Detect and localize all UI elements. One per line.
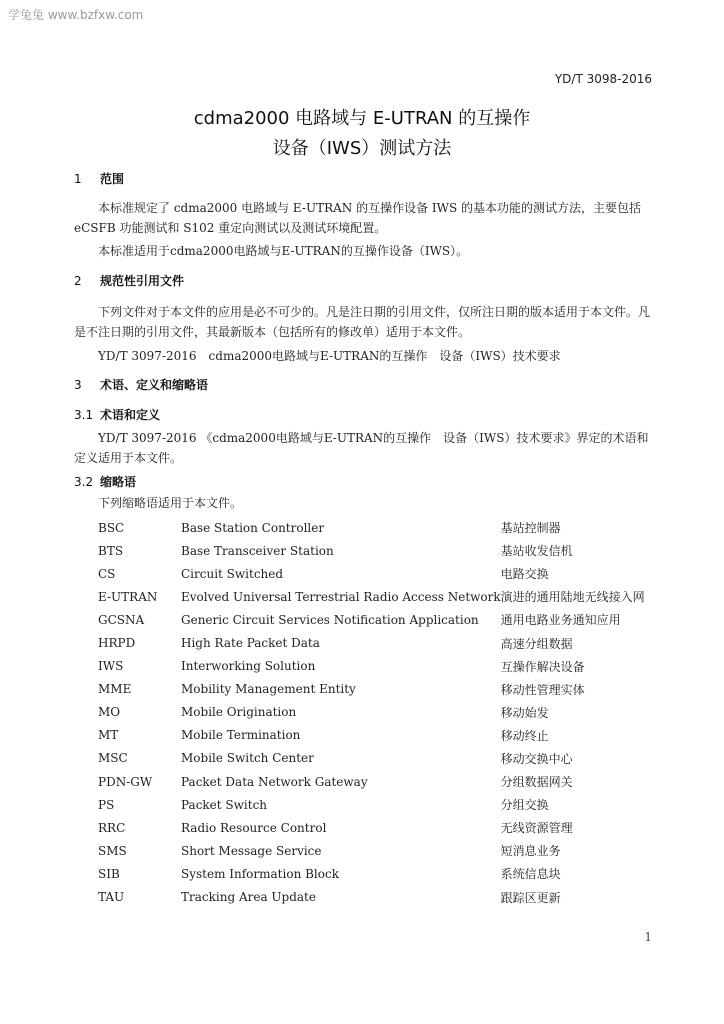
abbreviation-term: E-UTRAN <box>98 589 158 604</box>
abbreviation-term: PS <box>98 797 115 812</box>
section-number: 3 <box>74 378 82 392</box>
watermark: 学兔兔 www.bzfxw.com <box>8 8 144 22</box>
abbreviation-term: RRC <box>98 820 126 835</box>
abbreviation-row <box>98 516 671 539</box>
subsection-heading-terms-definitions <box>74 406 160 423</box>
abbreviation-english: Tracking Area Update <box>181 890 316 905</box>
abbreviation-row <box>98 747 671 770</box>
abbreviation-row <box>98 608 671 631</box>
abbreviation-chinese: 跟踪区更新 <box>500 890 561 905</box>
abbreviation-english: High Rate Packet Data <box>181 636 320 651</box>
section-title: 规范性引用文件 <box>100 274 185 288</box>
abbreviation-chinese: 电路交换 <box>500 567 549 582</box>
abbreviation-chinese: 演进的通用陆地无线接入网 <box>500 590 645 605</box>
abbreviation-term: GCSNA <box>98 612 145 627</box>
section-title: 范围 <box>100 172 125 186</box>
document-title-line2: 设备（IWS）测试方法 <box>272 138 452 159</box>
document-title-line1: cdma2000 电路域与 E-UTRAN 的互操作 <box>193 108 531 129</box>
terms-paragraph: YD/T 3097-2016 《cdma2000电路域与E-UTRAN的互操作 设备（IWS）技术要求》界定的术语和定义适用于本文件。 <box>74 431 649 465</box>
abbreviation-term: BSC <box>98 520 125 535</box>
abbreviation-chinese: 高速分组数据 <box>500 636 573 651</box>
scope-paragraph-2: 本标准适用于cdma2000电路域与E-UTRAN的互操作设备（IWS）。 <box>98 244 469 258</box>
abbreviation-term: IWS <box>98 659 124 674</box>
abbreviation-chinese: 基站控制器 <box>500 521 561 536</box>
abbreviation-chinese: 基站收发信机 <box>500 544 573 559</box>
abbreviation-row <box>98 562 671 585</box>
abbreviation-chinese: 分组数据网关 <box>500 775 573 790</box>
abbreviation-term: MME <box>98 682 132 697</box>
abbreviation-row <box>98 724 671 747</box>
section-heading-terms <box>74 376 208 393</box>
section-number: 2 <box>74 274 82 288</box>
abbreviation-row <box>98 701 671 724</box>
abbreviation-term: HRPD <box>98 636 136 651</box>
section-heading-scope <box>74 170 124 187</box>
abbreviation-row <box>98 678 671 701</box>
section-heading-normative-references <box>74 272 184 289</box>
abbreviation-chinese: 系统信息块 <box>500 867 561 882</box>
abbreviation-row <box>98 839 671 862</box>
references-paragraph: 下列文件对于本文件的应用是必不可少的。凡是注日期的引用文件，仅所注日期的版本适用于本文件。凡是不注日期的引用文件，其最新版本（包括所有的修改单）适用于本文件。 <box>74 305 651 339</box>
subsection-heading-abbreviations <box>74 473 136 490</box>
section-title: 术语、定义和缩略语 <box>100 378 209 392</box>
abbreviation-term: MSC <box>98 751 128 766</box>
abbreviation-chinese: 互操作解决设备 <box>500 659 585 674</box>
page-number: 1 <box>644 930 652 944</box>
abbreviation-english: Packet Switch <box>181 797 268 812</box>
abbreviations-table-body <box>98 516 671 909</box>
abbreviation-row <box>98 655 671 678</box>
abbreviation-chinese: 移动终止 <box>500 728 549 743</box>
section-number: 3.2 <box>74 475 94 489</box>
abbreviation-chinese: 通用电路业务通知应用 <box>500 613 621 628</box>
scope-paragraph-1: 本标准规定了 cdma2000 电路域与 E-UTRAN 的互操作设备 IWS 的基本功能的测试方法，主要包括 eCSFB 功能测试和 S102 重定向测试以及测试环境配置。 <box>74 201 642 235</box>
abbreviation-row <box>98 770 671 793</box>
abbreviation-english: Evolved Universal Terrestrial Radio Access Network <box>181 589 501 604</box>
abbreviation-english: Interworking Solution <box>181 659 316 674</box>
abbreviation-term: CS <box>98 566 116 581</box>
abbreviation-english: Generic Circuit Services Notification Application <box>181 612 479 627</box>
abbreviation-english: Short Message Service <box>181 843 322 858</box>
abbreviation-term: PDN-GW <box>98 774 153 789</box>
abbreviation-chinese: 移动始发 <box>500 705 549 720</box>
standard-number: YD/T 3098-2016 <box>554 72 652 86</box>
abbreviation-term: SIB <box>98 866 120 881</box>
abbreviation-row <box>98 816 671 839</box>
abbreviations-intro: 下列缩略语适用于本文件。 <box>98 496 243 510</box>
abbreviation-chinese: 短消息业务 <box>500 844 561 859</box>
abbreviation-row <box>98 631 671 654</box>
abbreviation-english: Base Station Controller <box>181 520 325 535</box>
abbreviation-row <box>98 862 671 885</box>
abbreviation-chinese: 分组交换 <box>500 798 549 813</box>
abbreviation-english: System Information Block <box>181 866 339 881</box>
abbreviation-row <box>98 886 671 909</box>
abbreviation-english: Radio Resource Control <box>181 820 327 835</box>
abbreviation-term: SMS <box>98 843 127 858</box>
abbreviation-term: MT <box>98 728 119 743</box>
abbreviation-english: Circuit Switched <box>181 566 284 581</box>
abbreviation-english: Mobile Termination <box>181 728 301 743</box>
abbreviation-term: BTS <box>98 543 124 558</box>
section-number: 1 <box>74 172 82 186</box>
abbreviation-english: Mobile Origination <box>181 705 297 720</box>
abbreviation-row <box>98 793 671 816</box>
abbreviation-term: MO <box>98 705 121 720</box>
abbreviation-english: Packet Data Network Gateway <box>181 774 368 789</box>
abbreviation-row <box>98 539 671 562</box>
abbreviations-table <box>98 516 671 909</box>
section-number: 3.1 <box>74 408 94 422</box>
abbreviation-chinese: 无线资源管理 <box>500 821 573 836</box>
abbreviation-chinese: 移动性管理实体 <box>500 682 585 697</box>
reference-item: YD/T 3097-2016 cdma2000电路域与E-UTRAN的互操作 设备（IWS）技术要求 <box>98 349 561 363</box>
abbreviation-english: Base Transceiver Station <box>181 543 334 558</box>
abbreviation-chinese: 移动交换中心 <box>500 751 573 766</box>
abbreviation-english: Mobile Switch Center <box>181 751 314 766</box>
abbreviation-row <box>98 585 671 608</box>
section-title: 缩略语 <box>100 475 137 489</box>
abbreviation-english: Mobility Management Entity <box>181 682 356 697</box>
section-title: 术语和定义 <box>100 408 161 422</box>
abbreviation-term: TAU <box>98 890 125 905</box>
